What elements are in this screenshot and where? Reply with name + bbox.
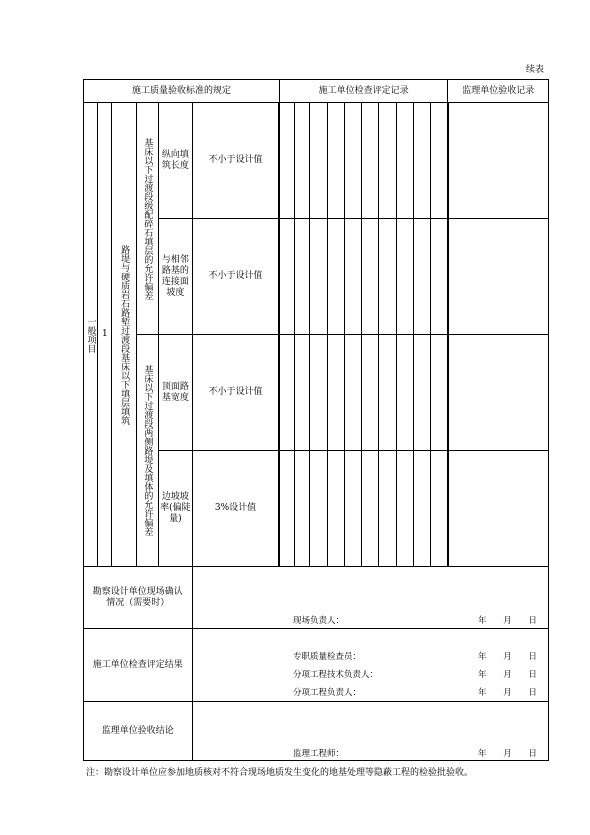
category-cell [84, 103, 98, 567]
footnote: 注：勘察设计单位应参加地质核对不符合现场地质发生变化的地基处理等隐蔽工程的检验批验收。 [86, 768, 474, 778]
group-1-cell [136, 103, 158, 335]
group-2-cell [136, 335, 158, 567]
header-contractor-record: 施工单位检查评定记录 [279, 80, 448, 103]
category-label: 一般项目 [85, 316, 96, 353]
contractor-date-2: 年 月 日 [478, 670, 537, 680]
check-1-name: 纵向填筑长度 [159, 103, 192, 219]
item-name: 路堤与硬质岩石路堑过渡段基床以下填层填筑 [119, 244, 130, 425]
contractor-date-1: 年 月 日 [478, 652, 537, 662]
check-2-name: 与相邻路基的连接面坡度 [159, 219, 192, 335]
supervisor-date: 年 月 日 [478, 749, 537, 759]
contractor-signer-1: 专职质量检查员： [293, 652, 362, 662]
supervisor-label: 监理单位验收结论 [84, 702, 193, 761]
supervisor-cell-3[interactable] [448, 335, 549, 451]
survey-label: 勘察设计单位现场确认情况（需要时） [84, 567, 193, 629]
check-1-requirement: 不小于设计值 [192, 103, 279, 219]
supervisor-cell-4[interactable] [448, 451, 549, 567]
header-standard: 施工质量验收标准的规定 [84, 80, 280, 103]
supervisor-cell-1[interactable] [448, 103, 549, 219]
check-3-requirement: 不小于设计值 [192, 335, 279, 451]
contractor-signer-2: 分项工程技术负责人： [293, 670, 379, 680]
item-no: 1 [101, 329, 108, 339]
check-4-name: 边坡坡率(偏陡量) [159, 451, 192, 567]
survey-date: 年 月 日 [478, 616, 537, 626]
check-2-requirement: 不小于设计值 [192, 219, 279, 335]
contractor-label: 施工单位检查评定结果 [84, 629, 193, 702]
check-4-requirement: 3%设计值 [192, 451, 279, 567]
check-3-name: 顶面路基宽度 [159, 335, 192, 451]
header-supervisor-record: 监理单位验收记录 [448, 80, 549, 103]
supervisor-cell-2[interactable] [448, 219, 549, 335]
contractor-date-3: 年 月 日 [478, 688, 537, 698]
group-1-label: 基床以下过渡段级配碎石填层的允许偏差 [142, 137, 153, 300]
supervisor-signer: 监理工程师： [293, 749, 345, 759]
item-name-cell [112, 103, 136, 567]
contractor-signer-3: 分项工程负责人： [293, 688, 362, 698]
survey-signer: 现场负责人： [293, 616, 345, 626]
group-2-label: 基床以下过渡段两侧路堤及填体的允许偏差 [142, 365, 153, 536]
item-no-cell [98, 103, 112, 567]
continued-label: 续表 [525, 65, 544, 75]
